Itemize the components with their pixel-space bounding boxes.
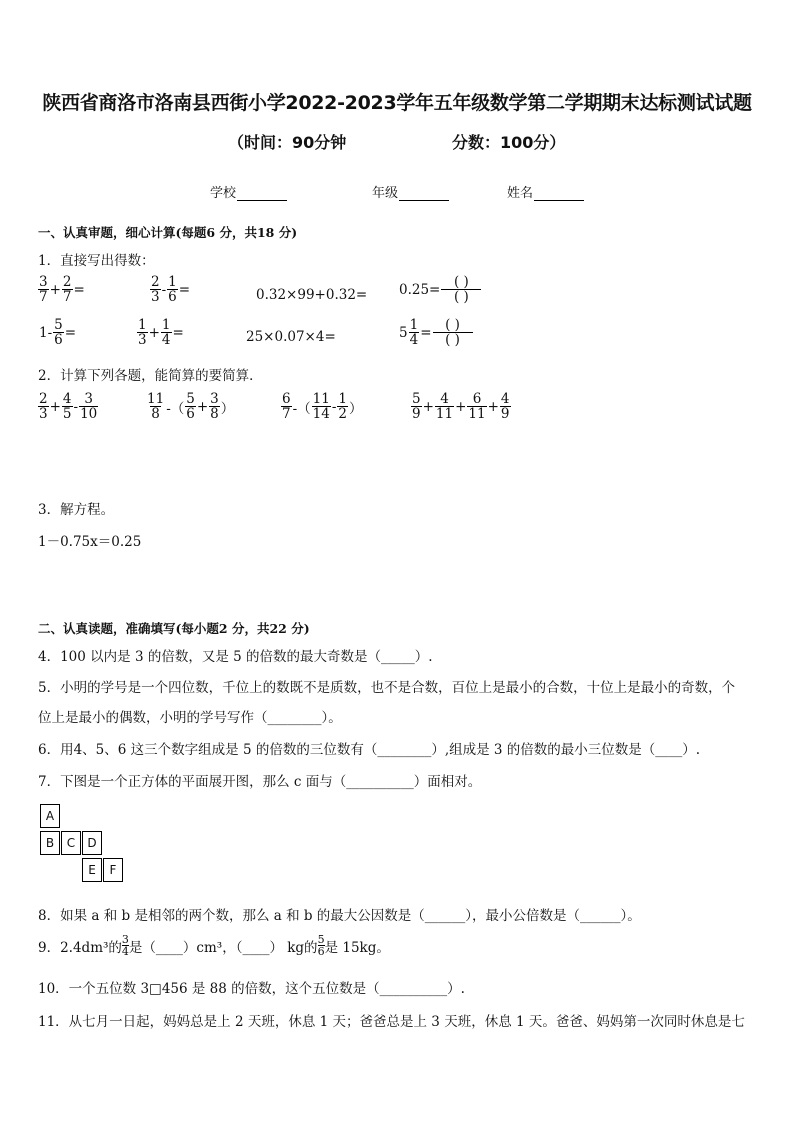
- exam-time: （时间：90分钟: [228, 133, 347, 152]
- section-2-heading: 二、认真读题，准确填写(每小题2 分，共22 分): [38, 621, 310, 636]
- q2-prompt: 2．计算下列各题，能简算的要简算．: [38, 368, 263, 384]
- q8: 8．如果 a 和 b 是相邻的两个数，那么 a 和 b 的最大公因数是（______），最小公倍数是（______）。: [38, 908, 641, 924]
- name-field: [507, 182, 584, 201]
- q5-line2: 位上是最小的偶数，小明的学号写作（________）。: [38, 710, 342, 726]
- q1-r2-c: 25×0.07×4=: [246, 329, 336, 345]
- school-field: [210, 182, 287, 201]
- net-face-e: E: [82, 858, 102, 882]
- net-face-b: B: [40, 831, 60, 855]
- q2-e3: 6 7 -（ 11 14 - 1 2 ）: [282, 391, 363, 423]
- q4: 4．100 以内是 3 的倍数，又是 5 的倍数的最大奇数是（_____）.: [38, 649, 433, 665]
- q2-e2: 11 8 -（ 5 6 + $\frac{3}{8}$ ）: [147, 391, 235, 423]
- q1-prompt: 1．直接写出得数：: [38, 253, 155, 269]
- q1-r1-c: 0.32×99+0.32=: [256, 287, 368, 303]
- q11: 11．从七月一日起，妈妈总是上 2 天班，休息 1 天；爸爸总是上 3 天班，休息 1 天。爸爸、妈妈第一次同时休息是七: [38, 1014, 745, 1030]
- grade-label: 年级: [372, 186, 399, 201]
- q9: 9．2.4dm³的 3 4 是（____）cm³，（____） kg的 5 6 是 15kg。: [38, 933, 390, 958]
- q1-r1-d: 0.25= ( ) ( ): [398, 275, 481, 304]
- q1-r2-b: 1 3 + $\frac{1}{4}$ =: [138, 317, 184, 349]
- net-face-d: D: [82, 831, 102, 855]
- name-label: 姓名: [507, 186, 534, 201]
- q6: 6．用4、5、6 这三个数字组成是 5 的倍数的三位数有（________）,组成是 3 的倍数的最小三位数是（____）.: [38, 742, 701, 758]
- q1-r2-d: 5 $\frac{1}{4}$ = ( ) ( ): [398, 318, 473, 347]
- school-label: 学校: [210, 186, 237, 201]
- q1-r2-a: 1- $\frac{5}{6}$ =: [39, 317, 77, 349]
- net-face-c: C: [61, 831, 81, 855]
- q1-r1-b: 2 3 - $\frac{1}{6}$ =: [151, 274, 191, 306]
- q1-r1-a: 3 7 + $\frac{2}{7}$ =: [39, 274, 85, 306]
- exam-title: 陕西省商洛市洛南县西街小学2022-2023学年五年级数学第二学期期末达标测试试题: [42, 92, 752, 114]
- q10: 10．一个五位数 3□456 是 88 的倍数，这个五位数是（__________）.: [38, 981, 465, 997]
- exam-score: 分数：100分）: [452, 133, 566, 152]
- q2-e1: 2 3 + $\frac{4}{5}$ - 3 10: [39, 391, 98, 423]
- q2-e4: 5 9 + $\frac{4}{11}$ + $\frac{6}{11}$ + $\frac{4}{9}$: [412, 391, 510, 423]
- q5-line1: 5．小明的学号是一个四位数，千位上的数既不是质数，也不是合数，百位上是最小的合数，十位上是最小的奇数，个: [38, 680, 736, 696]
- section-1-heading: 一、认真审题，细心计算(每题6 分，共18 分): [38, 225, 298, 240]
- q3-prompt: 3．解方程。: [38, 502, 115, 518]
- grade-field: [372, 182, 449, 201]
- q7: 7．下图是一个正方体的平面展开图，那么 c 面与（__________）面相对。: [38, 774, 482, 790]
- net-face-a: A: [40, 804, 60, 828]
- net-face-f: F: [103, 858, 123, 882]
- q3-equation: 1－0.75x＝0.25: [38, 534, 142, 550]
